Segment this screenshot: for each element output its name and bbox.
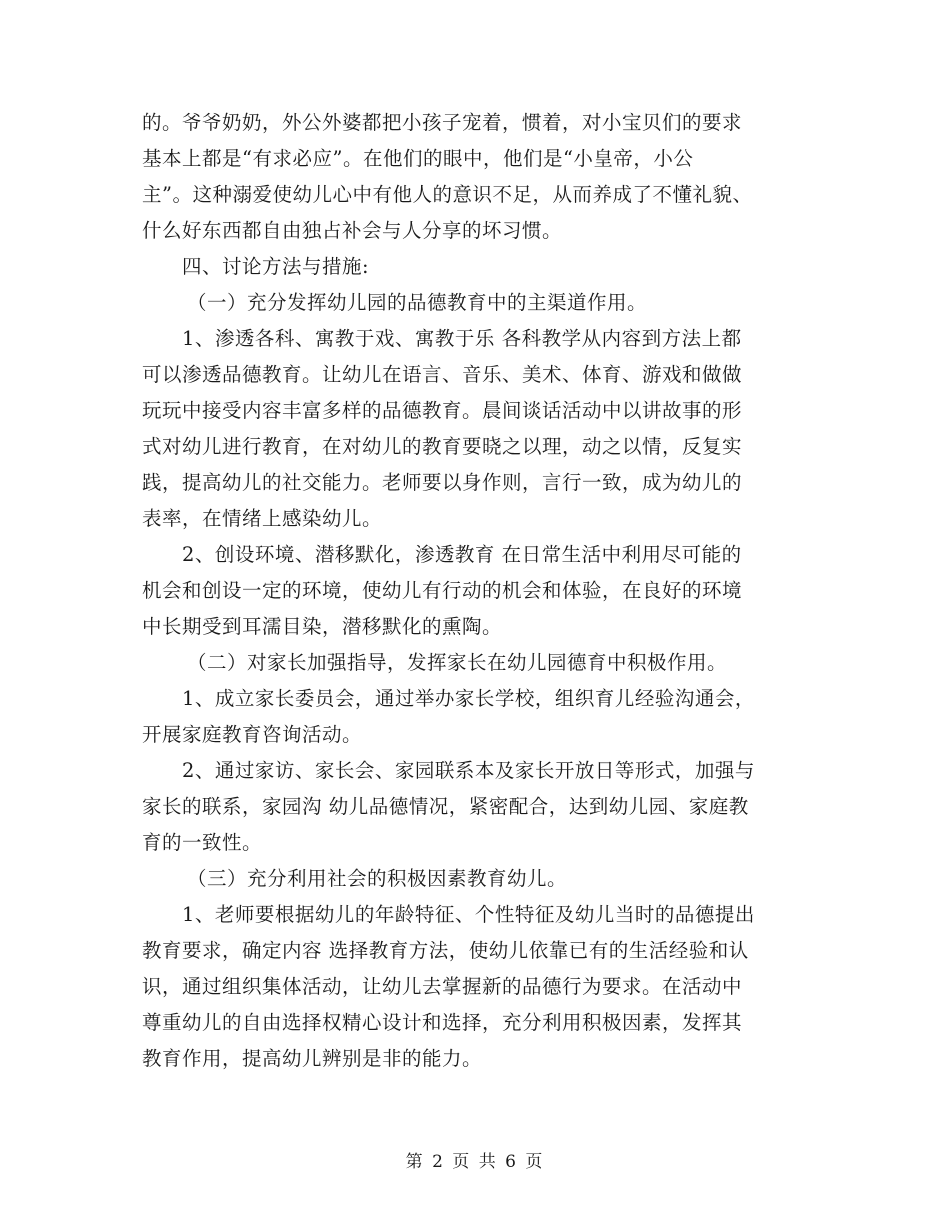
text-line: 开展家庭教育咨询活动。 xyxy=(142,723,363,746)
text-line: 育的一致性。 xyxy=(142,831,263,854)
document-body xyxy=(142,105,810,1077)
text-line: 1、老师要根据幼儿的年龄特征、个性特征及幼儿当时的品德提出 xyxy=(182,903,755,926)
text-line: 2、通过家访、家长会、家园联系本及家长开放日等形式，加强与 xyxy=(182,759,755,782)
text-line: 表率，在情绪上感染幼儿。 xyxy=(142,507,383,530)
text-line: 基本上都是“有求必应”。在他们的眼中，他们是“小皇帝，小公 xyxy=(142,147,694,170)
text-line: 2、创设环境、潜移默化，渗透教育 在日常生活中利用尽可能的 xyxy=(182,543,742,566)
text-line: 家长的联系，家园沟 幼儿品德情况，紧密配合，达到幼儿园、家庭教 xyxy=(142,795,749,818)
text-line: 教育要求，确定内容 选择教育方法，使幼儿依靠已有的生活经验和认 xyxy=(142,939,749,962)
text-line: 1、渗透各科、寓教于戏、寓教于乐 各科教学从内容到方法上都 xyxy=(182,327,742,350)
text-line: 中长期受到耳濡目染，潜移默化的熏陶。 xyxy=(142,615,503,638)
text-line: 践，提高幼儿的社交能力。老师要以身作则，言行一致，成为幼儿的 xyxy=(142,471,743,494)
text-line: 主”。这种溺爱使幼儿心中有他人的意识不足，从而养成了不懂礼貌、 xyxy=(142,183,753,206)
text-line: （三）充分利用社会的积极因素教育幼儿。 xyxy=(187,867,568,890)
text-line: 什么好东西都自由独占补会与人分享的坏习惯。 xyxy=(142,219,563,242)
text-line: 1、成立家长委员会，通过举办家长学校，组织育儿经验沟通会， xyxy=(182,687,755,710)
text-line: （二）对家长加强指导，发挥家长在幼儿园德育中积极作用。 xyxy=(187,651,728,674)
text-line: 可以渗透品德教育。让幼儿在语言、音乐、美术、体育、游戏和做做 xyxy=(142,363,743,386)
text-line: 四、讨论方法与措施: xyxy=(182,255,370,278)
text-line: 玩玩中接受内容丰富多样的品德教育。晨间谈话活动中以讲故事的形 xyxy=(142,399,743,422)
text-line: 式对幼儿进行教育，在对幼儿的教育要晓之以理，动之以情，反复实 xyxy=(142,435,743,458)
text-line: 教育作用，提高幼儿辨别是非的能力。 xyxy=(142,1047,483,1070)
text-line: 的。爷爷奶奶，外公外婆都把小孩子宠着，惯着，对小宝贝们的要求 xyxy=(142,111,743,134)
text-line: 尊重幼儿的自由选择权精心设计和选择，充分利用积极因素，发挥其 xyxy=(142,1011,743,1034)
page-footer: 第 2 页 共 6 页 xyxy=(405,1152,545,1172)
text-line: 机会和创设一定的环境，使幼儿有行动的机会和体验，在良好的环境 xyxy=(142,579,743,602)
text-line: 识，通过组织集体活动，让幼儿去掌握新的品德行为要求。在活动中 xyxy=(142,975,743,998)
text-line: （一）充分发挥幼儿园的品德教育中的主渠道作用。 xyxy=(187,291,648,314)
